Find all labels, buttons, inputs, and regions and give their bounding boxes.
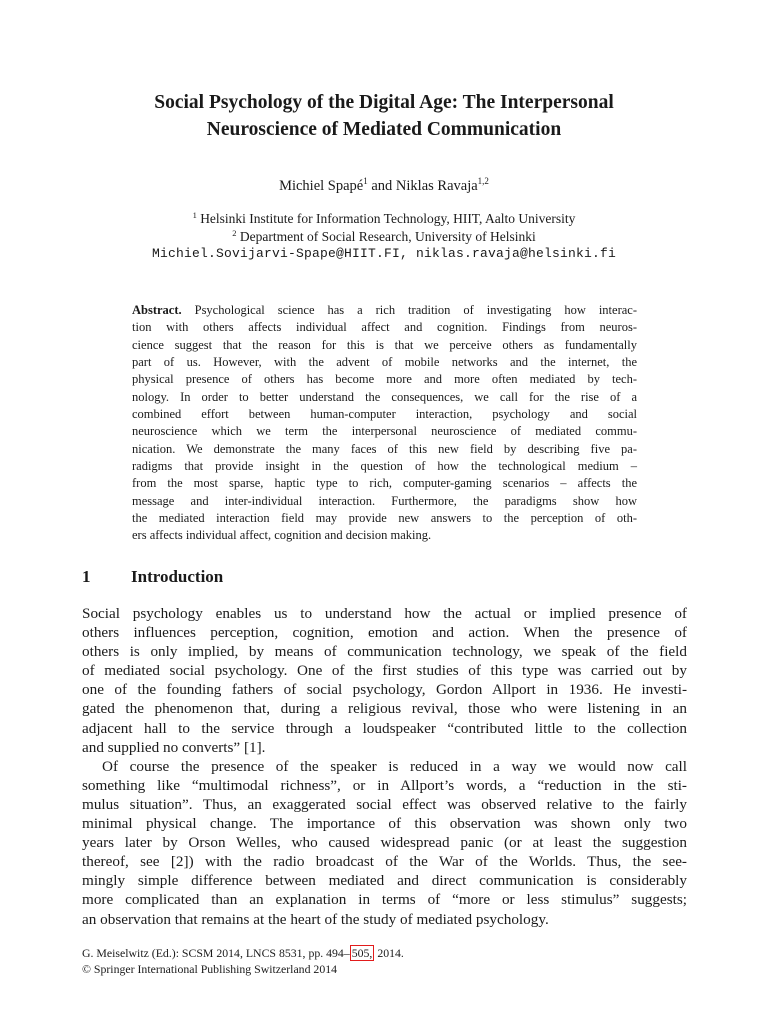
affil-text: Helsinki Institute for Information Technology, HIIT, Aalto University xyxy=(196,211,576,226)
body-line: gated the phenomenon that, during a religious revival, those who were listening in an xyxy=(82,700,687,718)
body-line: minimal physical change. The importance of this observation was shown only two xyxy=(82,815,687,833)
abstract-line: physical presence of others has become more and more often mediated by tech- xyxy=(132,372,637,387)
author-separator: and xyxy=(367,178,396,194)
body-line: adjacent hall to the service through a loudspeaker “contributed little to the collection xyxy=(82,719,687,737)
affiliations xyxy=(60,210,708,263)
abstract-line: neuroscience which we term the interpersonal neuroscience of mediated commu- xyxy=(132,424,637,439)
affil-mark: 2 xyxy=(232,227,237,238)
body-line: Of course the presence of the speaker is reduced in a way we would now call xyxy=(102,757,687,775)
abstract-line: tion with others affects individual affect and cognition. Findings from neuros- xyxy=(132,320,637,335)
body-line: and supplied no converts” [1]. xyxy=(82,738,266,756)
abstract-line: radigms that provide insight in the question of how the technological medium – xyxy=(132,459,637,474)
abstract-line: the mediated interaction field may provide new answers to the perception of oth- xyxy=(132,511,637,526)
page-range-link[interactable]: 505, xyxy=(351,946,373,960)
body-line: something like “multimodal richness”, or in Allport’s words, a “reduction in the sti- xyxy=(82,776,687,794)
body-line: an observation that remains at the heart of the study of mediated psychology. xyxy=(82,910,549,928)
abstract-line: combined effort between human-computer interaction, psychology and social xyxy=(132,407,637,422)
abstract-line: nology. In order to better understand the consequences, we call for the rise of a xyxy=(132,389,637,404)
affiliation xyxy=(60,210,708,228)
affiliation xyxy=(60,228,708,246)
affil-text: Department of Social Research, University of Helsinki xyxy=(236,228,536,244)
author-name: Niklas Ravaja xyxy=(395,178,478,194)
copyright-line: © Springer International Publishing Switzerland 2014 xyxy=(82,962,338,976)
section-title: Introduction xyxy=(131,567,224,586)
body-line: Social psychology enables us to understand how the actual or implied presence of xyxy=(82,605,687,622)
affil-mark: 1 xyxy=(192,210,197,220)
author-affil-mark: 1,2 xyxy=(477,176,489,186)
paper-title xyxy=(60,89,708,143)
author-emails: Michiel.Sovijarvi-Spape@HIIT.FI, niklas.ravaja@helsinki.fi xyxy=(151,246,617,261)
page-footer xyxy=(82,945,404,977)
abstract-line: cience suggest that the reason for this is that we perceive others as fundamentally xyxy=(132,337,637,352)
body-line: others influences perception, cognition, emotion and action. When the presence of xyxy=(82,624,687,642)
title-line: Social Psychology of the Digital Age: The Interpersonal xyxy=(154,92,614,113)
abstract xyxy=(132,302,637,545)
abstract-line: part of us. However, with the advent of mobile networks and the internet, the xyxy=(132,355,637,370)
abstract-line: ers affects individual affect, cognition and decision making. xyxy=(132,528,432,543)
body-line: thereof, see [2]) with the radio broadcast of the War of the Worlds. Thus, the see- xyxy=(82,853,687,871)
author-affil-mark: 1 xyxy=(363,176,368,186)
body-line: more complicated than an explanation in terms of “more or less stimulus” suggests; xyxy=(82,891,687,909)
abstract-line: nication. We demonstrate the many faces of this new field by describing five pa- xyxy=(132,441,637,456)
abstract-line: from the most sparse, haptic type to rich, computer-gaming scenarios – affects the xyxy=(132,476,637,491)
section-number: 1 xyxy=(82,567,91,586)
body-line: mingly simple difference between mediated and direct communication is considerably xyxy=(82,872,687,890)
body-text xyxy=(82,604,687,929)
title-line: Neuroscience of Mediated Communication xyxy=(206,119,562,140)
author-list xyxy=(60,177,708,195)
abstract-line: message and inter-individual interaction. Furthermore, the paradigms show how xyxy=(132,493,637,508)
abstract-label: Abstract. xyxy=(132,303,182,317)
body-line: mulus situation”. Thus, an exaggerated social effect was observed relative to the fairly xyxy=(82,795,687,813)
body-line: one of the founding fathers of social psychology, Gordon Allport in 1936. He investi- xyxy=(82,681,687,699)
abstract-line: Abstract. Psychological science has a rich tradition of investigating how interac- xyxy=(132,303,637,317)
body-line: others is only implied, by means of communication technology, we speak of the field xyxy=(82,643,687,661)
section-heading xyxy=(82,566,223,588)
author-name: Michiel Spapé xyxy=(279,178,364,194)
body-line: years later by Orson Welles, who caused widespread panic (or at least the suggestion xyxy=(82,834,687,852)
citation-line: G. Meiselwitz (Ed.): SCSM 2014, LNCS 8531, pp. 494– 505, 2014. xyxy=(82,946,404,960)
body-line: of mediated social psychology. One of the first studies of this type was carried out by xyxy=(82,662,687,680)
